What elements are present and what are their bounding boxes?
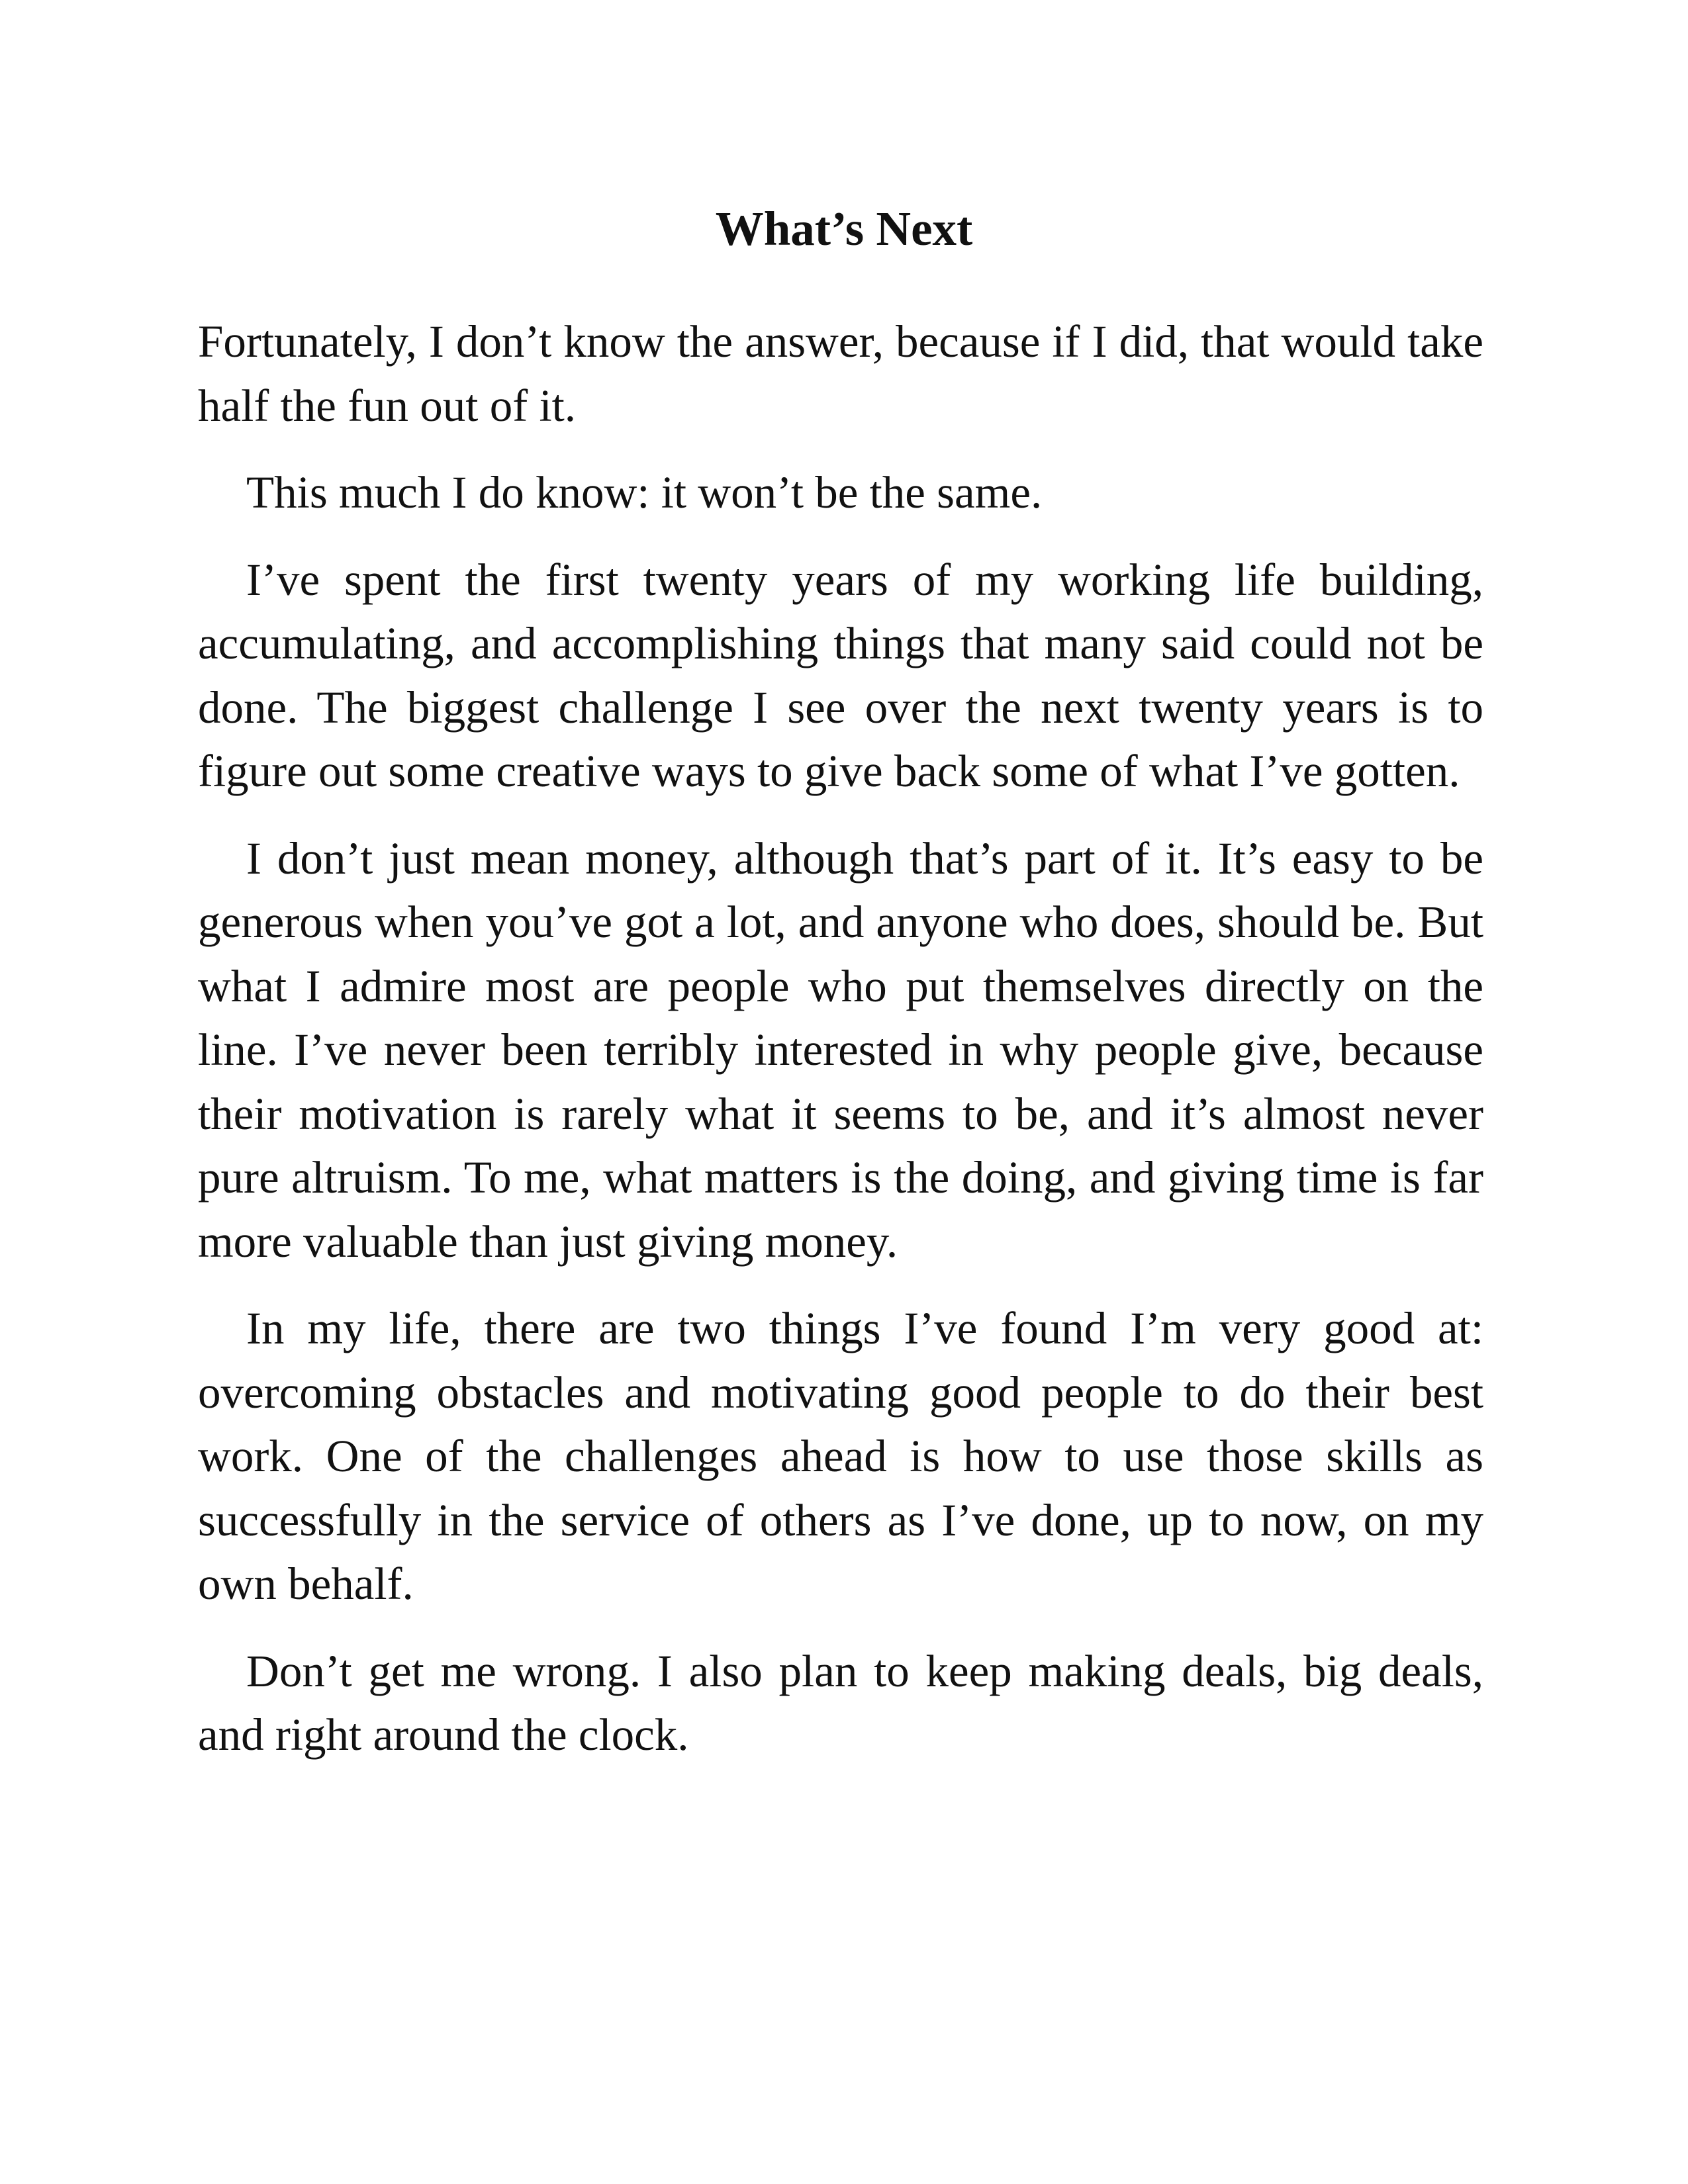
paragraph-3: I’ve spent the first twenty years of my working life building, accumulating, and accomplishing things that many said could not be done. The biggest challenge I see over the next twenty years is to figure out some creative ways to give back some of what I’ve gotten. <box>198 554 1483 796</box>
body-text <box>198 310 1483 1790</box>
paragraph-2: This much I do know: it won’t be the same. <box>246 467 1043 518</box>
paragraph-1: Fortunately, I don’t know the answer, because if I did, that would take half the fun out of it. <box>198 316 1483 431</box>
paragraph-4: I don’t just mean money, although that’s part of it. It’s easy to be generous when you’ve got a lot, and anyone who does, should be. But what I admire most are people who put themselves directly on the line. I’ve never been terribly interested in why people give, because their motivation is rarely what it seems to be, and it’s almost never pure altruism. To me, what matters is the doing, and giving time is far more valuable than just giving money. <box>198 833 1483 1267</box>
paragraph-6: Don’t get me wrong. I also plan to keep making deals, big deals, and right around the clock. <box>198 1645 1483 1760</box>
page-title: What’s Next <box>715 202 973 255</box>
paragraph-5: In my life, there are two things I’ve found I’m very good at: overcoming obstacles and motivating good people to do their best work. One of the challenges ahead is how to use those skills as successfully in the service of others as I’ve done, up to now, on my own behalf. <box>198 1303 1483 1609</box>
